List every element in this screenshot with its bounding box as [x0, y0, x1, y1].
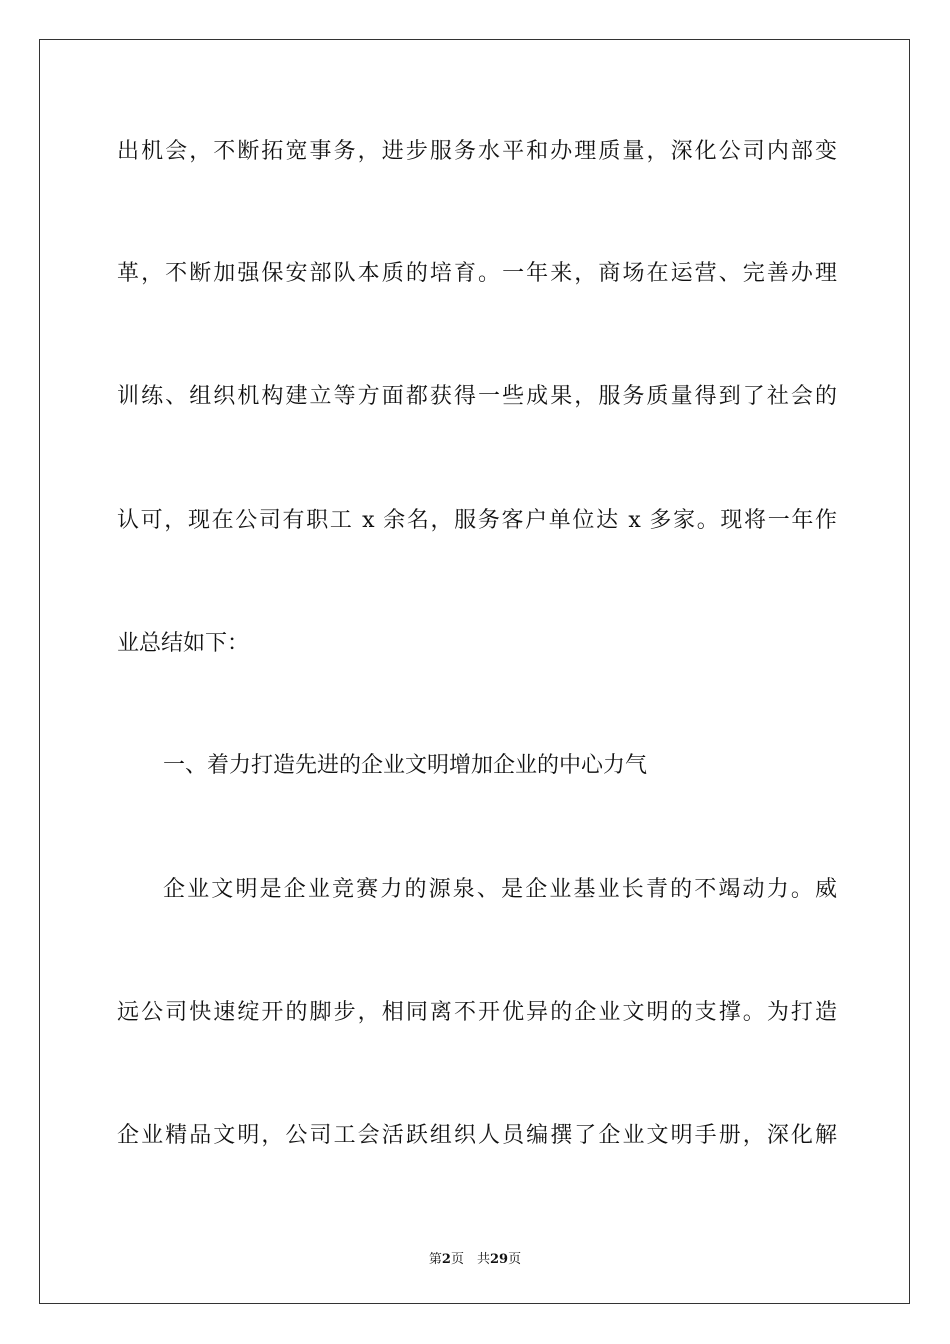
- body-line-7: 企业文明是企业竞赛力的源泉、是企业基业长青的不竭动力。威: [163, 877, 837, 902]
- page-border: [39, 39, 910, 1304]
- body-line-9: 企业精品文明，公司工会活跃组织人员编撰了企业文明手册，深化解: [117, 1123, 837, 1148]
- body-line-1: 出机会，不断拓宽事务，进步服务水平和办理质量，深化公司内部变: [117, 139, 837, 164]
- page-footer: [0, 1248, 950, 1267]
- body-line-5: 业总结如下：: [117, 631, 250, 656]
- section-heading: 一、着力打造先进的企业文明增加企业的中心力气: [163, 753, 648, 778]
- body-line-2: 革，不断加强保安部队本质的培育。一年来，商场在运营、完善办理: [117, 261, 837, 286]
- body-line-3: 训练、组织机构建立等方面都获得一些成果，服务质量得到了社会的: [117, 384, 837, 409]
- footer-mid: 页 共: [450, 1252, 490, 1267]
- body-line-8: 远公司快速绽开的脚步，相同离不开优异的企业文明的支撑。为打造: [117, 1000, 837, 1025]
- footer-page-number: 2: [441, 1252, 451, 1267]
- footer-suffix: 页: [508, 1252, 522, 1267]
- footer-total-pages: 29: [489, 1252, 509, 1267]
- footer-prefix: 第: [428, 1252, 442, 1267]
- body-line-4: 认可，现在公司有职工 x 余名，服务客户单位达 x 多家。现将一年作: [117, 508, 837, 533]
